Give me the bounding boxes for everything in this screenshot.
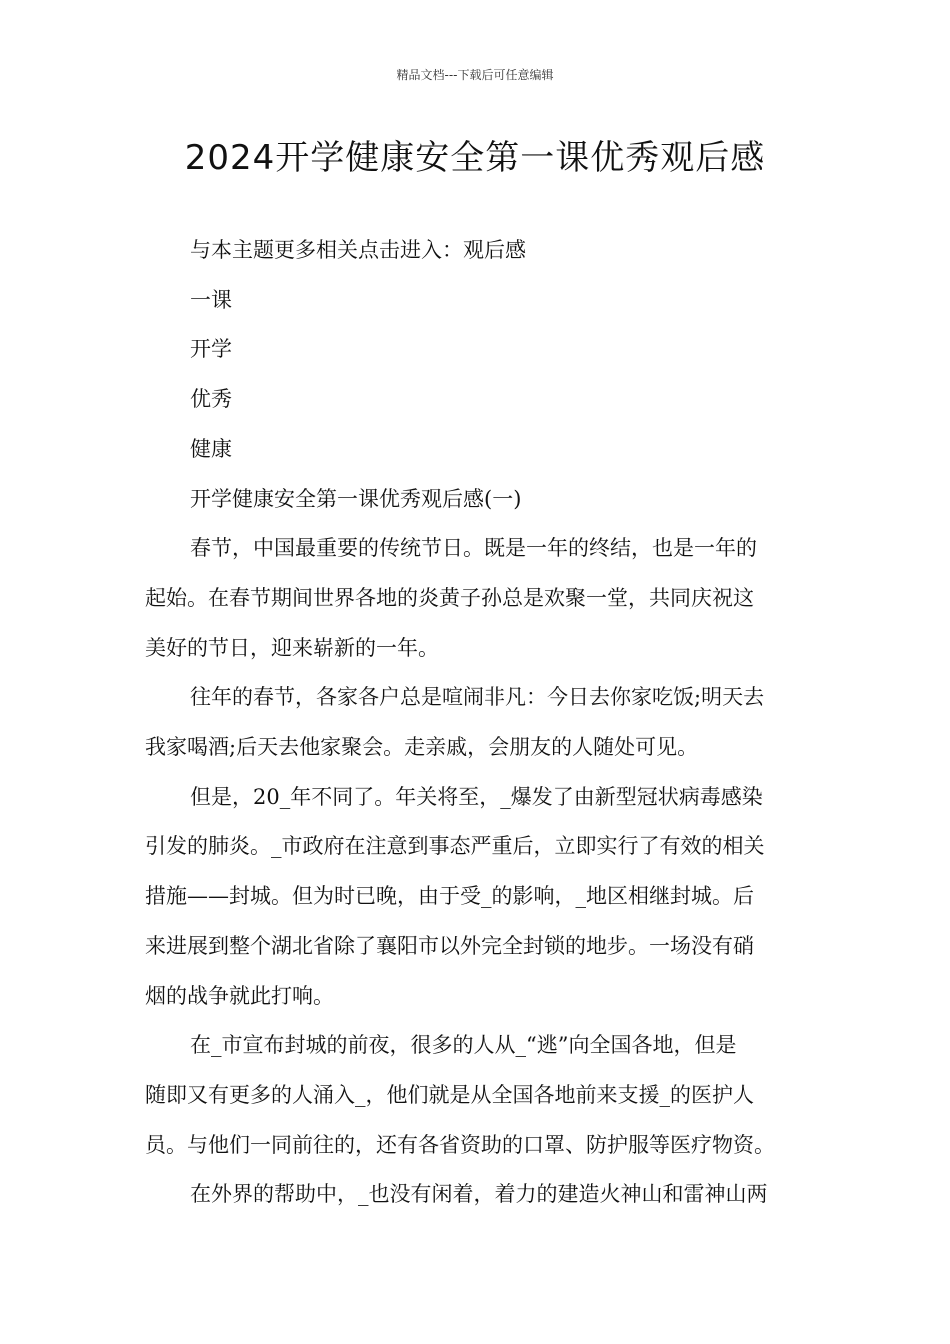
paragraph-line: 但是，20_年不同了。年关将至，_爆发了由新型冠状病毒感染: [190, 784, 763, 809]
paragraph-line: 往年的春节，各家各户总是喧闹非凡：今日去你家吃饭;明天去: [190, 685, 765, 710]
paragraph: [145, 1170, 810, 1220]
tag-item: 一课: [190, 287, 232, 312]
paragraph-line: 在外界的帮助中，_也没有闲着，着力的建造火神山和雷神山两: [190, 1182, 768, 1207]
section-heading: 开学健康安全第一课优秀观后感(一): [190, 486, 522, 511]
paragraph: [145, 524, 810, 673]
document-title: 2024开学健康安全第一课优秀观后感: [184, 138, 766, 178]
tag-item: 开学: [190, 337, 232, 362]
paragraph-line: 员。与他们一同前往的，还有各省资助的口罩、防护服等医疗物资。: [145, 1132, 775, 1157]
paragraph: [145, 773, 810, 1022]
paragraph-line: 我家喝酒;后天去他家聚会。走亲戚，会朋友的人随处可见。: [145, 735, 699, 760]
paragraph-line: 美好的节日，迎来崭新的一年。: [145, 635, 439, 660]
paragraph-line: 来进展到整个湖北省除了襄阳市以外完全封锁的地步。一场没有硝: [145, 933, 754, 958]
document-body: [145, 226, 810, 1220]
paragraph-line: 在_市宣布封城的前夜，很多的人从_“逃”向全国各地，但是: [190, 1033, 737, 1058]
paragraph-line: 烟的战争就此打响。: [145, 983, 334, 1008]
paragraph-line: 措施——封城。但为时已晚，由于受_的影响，_地区相继封城。后: [145, 884, 754, 909]
related-topic-line: 与本主题更多相关点击进入：观后感: [190, 238, 526, 262]
paragraph: [145, 1021, 810, 1170]
paragraph-line: 随即又有更多的人涌入_，他们就是从全国各地前来支援_的医护人: [145, 1082, 754, 1107]
header-note: 精品文档---下载后可任意编辑: [396, 68, 554, 82]
paragraph: [145, 673, 810, 772]
paragraph-line: 春节，中国最重要的传统节日。既是一年的终结，也是一年的: [190, 536, 757, 561]
tag-item: 优秀: [190, 387, 232, 412]
paragraph-line: 引发的肺炎。_市政府在注意到事态严重后，立即实行了有效的相关: [145, 834, 765, 859]
paragraph-line: 起始。在春节期间世界各地的炎黄子孙总是欢聚一堂，共同庆祝这: [145, 585, 754, 610]
tag-item: 健康: [190, 436, 232, 461]
